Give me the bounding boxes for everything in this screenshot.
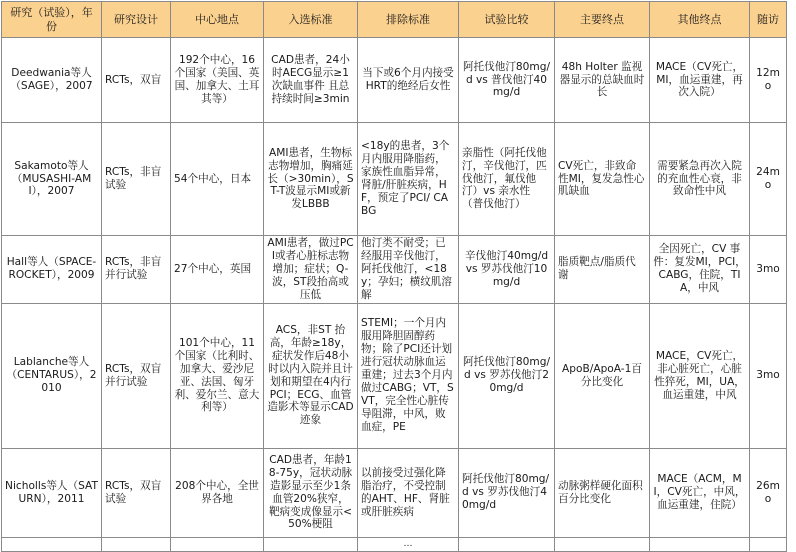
cell-other-endpoints: MACE，CV死亡，非心脏死亡，心脏性猝死，MI，UA，血运重建，中风 [650,303,750,448]
cell-other-endpoints: 需要紧急再次入院的充血性心衰，非致命性中风 [650,123,750,236]
cell-sites: 54个中心，日本 [171,123,264,236]
header-row [2,2,787,38]
cell-study: Deedwania等人（SAGE），2007 [2,38,102,123]
cell-design: RCTs，双盲并行试验 [102,303,171,448]
table-row [2,448,787,537]
cell-primary-endpoint: 脂质靶点/脂质代谢 [555,236,650,304]
table-row [2,38,787,123]
cell-design: RCTs，双盲 [102,38,171,123]
cell-exclusion: … [358,537,459,551]
cell-comparison: 阿托伐他汀80mg/d vs 罗苏伐他汀20mg/d [459,303,555,448]
cell-design: RCTs，非盲试验 [102,123,171,236]
header-comparison: 试验比较 [459,2,555,38]
cell-inclusion: CAD患者，24小时AECG显示≥1次缺血事件 且总持续时间≥3min [264,38,358,123]
cell-inclusion: ACS，非ST 抬高，年龄≥18y，症状发作后48小时以内入院并且计划和期望在4内行PCI；ECG、血管造影术等显示CAD迹象 [264,303,358,448]
cell-primary-endpoint: 48h Holter 监视器显示的总缺血时长 [555,38,650,123]
cell-sites: 101个中心，11个国家（比利时、加拿大、爱沙尼亚、法国、匈牙利、爱尔兰、意大利等） [171,303,264,448]
cell-other-endpoints: 全因死亡，CV 事件：复发MI，PCI，CABG，住院，TIA，中风 [650,236,750,304]
header-inclusion: 入选标准 [264,2,358,38]
cell-primary-endpoint: ApoB/ApoA-1百分比变化 [555,303,650,448]
cell-sites: 27个中心，英国 [171,236,264,304]
cell-study: Nicholls等人（SATURN），2011 [2,448,102,537]
cell-comparison: 阿托伐他汀80mg/d vs 普伐他汀40mg/d [459,38,555,123]
cell-exclusion: 他汀类不耐受；已经服用辛伐他汀，阿托伐他汀，<18y；孕妇；横纹肌溶解 [358,236,459,304]
cell-study: Sakamoto等人（MUSASHI-AMI），2007 [2,123,102,236]
cell-comparison: 辛伐他汀40mg/d vs 罗苏伐他汀10mg/d [459,236,555,304]
cell-design: RCTs，非盲并行试验 [102,236,171,304]
cell-followup: 26mo [750,448,787,537]
cell-sites [171,537,264,551]
cell-followup: 3mo [750,236,787,304]
cell-comparison [459,537,555,551]
table-row-partial [2,537,787,551]
header-sites: 中心地点 [171,2,264,38]
cell-study: Hall等人（SPACE-ROCKET），2009 [2,236,102,304]
cell-study [2,537,102,551]
cell-other-endpoints: MACE（CV死亡，MI，血运重建，再次入院） [650,38,750,123]
cell-primary-endpoint: 动脉粥样硬化面积百分比变化 [555,448,650,537]
cell-inclusion [264,537,358,551]
cell-design: RCTs，双盲试验 [102,448,171,537]
cell-exclusion: STEMI；一个月内服用降胆固醇药物；除了PCI还计划进行冠状动脉血运重建；过去3个月内做过CABG；VT，SVT，完全性心脏传导阻滞，中风，败血症，PE [358,303,459,448]
cell-inclusion: AMI患者，生物标志物增加，胸痛延长（>30min），ST-T波显示MI或新发LBBB [264,123,358,236]
cell-exclusion: <18y的患者，3个月内服用降脂药，家族性血脂异常，肾脏/肝脏疾病，HF，预定了PCI/ CABG [358,123,459,236]
cell-followup [750,537,787,551]
cell-comparison: 阿托伐他汀80mg/d vs 罗苏伐他汀40mg/d [459,448,555,537]
study-comparison-table [1,1,787,552]
cell-other-endpoints: MACE（ACM，MI，CV死亡，中风，血运重建，住院） [650,448,750,537]
header-primary-endpoint: 主要终点 [555,2,650,38]
header-exclusion: 排除标准 [358,2,459,38]
cell-followup: 3mo [750,303,787,448]
cell-exclusion: 当下或6个月内接受HRT的绝经后女性 [358,38,459,123]
cell-design [102,537,171,551]
cell-study: Lablanche等人（CENTARUS），2010 [2,303,102,448]
cell-exclusion: 以前接受过强化降脂治疗，不受控制的AHT、HF、肾脏或肝脏疾病 [358,448,459,537]
cell-primary-endpoint: CV死亡，非致命性MI，复发急性心肌缺血 [555,123,650,236]
cell-sites: 208个中心，全世界各地 [171,448,264,537]
table-row [2,123,787,236]
header-design: 研究设计 [102,2,171,38]
cell-inclusion: CAD患者，年龄18-75y，冠状动脉造影显示至少1条血管20%狭窄，靶病变成像显示<50%梗阻 [264,448,358,537]
header-study: 研究（试验），年份 [2,2,102,38]
cell-inclusion: AMI患者，做过PCI或者心脏标志物增加；症状；Q-波，ST段抬高或压低 [264,236,358,304]
header-other-endpoints: 其他终点 [650,2,750,38]
cell-primary-endpoint [555,537,650,551]
cell-other-endpoints [650,537,750,551]
cell-sites: 192个中心，16个国家（美国、英国、加拿大、土耳其等） [171,38,264,123]
header-followup: 随访 [750,2,787,38]
table-row [2,236,787,304]
cell-followup: 24mo [750,123,787,236]
table-row [2,303,787,448]
cell-followup: 12mo [750,38,787,123]
cell-comparison: 亲脂性（阿托伐他汀，辛伐他汀，匹伐他汀，氟伐他汀）vs 亲水性（普伐他汀） [459,123,555,236]
